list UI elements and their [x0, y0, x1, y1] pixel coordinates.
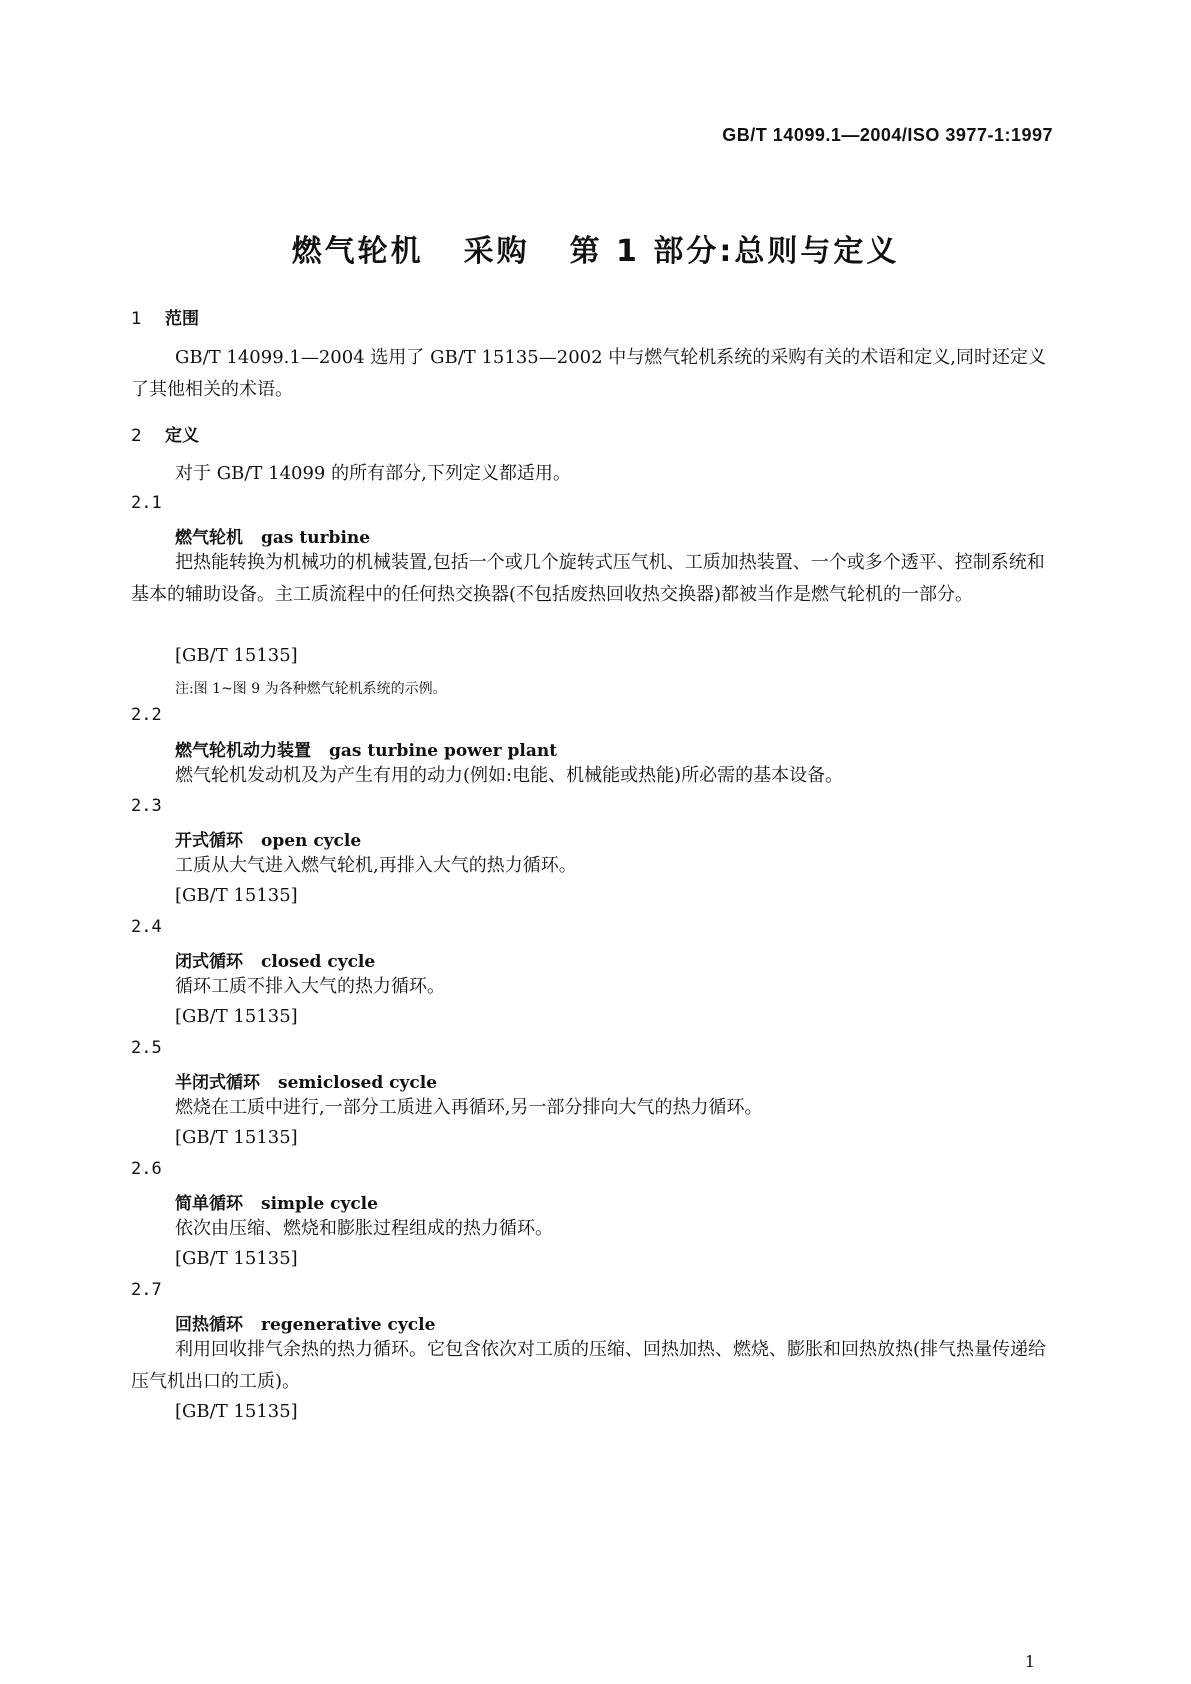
term-english: regenerative cycle — [261, 1315, 436, 1335]
term-english: gas turbine — [261, 528, 371, 548]
reference: [GB/T 15135] — [175, 1401, 298, 1422]
reference: [GB/T 15135] — [175, 1248, 298, 1269]
title-part-2: 采购 — [463, 234, 530, 269]
reference: [GB/T 15135] — [175, 645, 298, 666]
page-number: 1 — [1024, 1652, 1035, 1671]
reference: [GB/T 15135] — [175, 1006, 298, 1027]
page-title — [0, 226, 1191, 270]
definition-text: 依次由压缩、燃烧和膨胀过程组成的热力循环。 — [175, 1218, 553, 1239]
term-heading — [175, 826, 361, 851]
section-title: 范围 — [165, 309, 199, 329]
term-english: closed cycle — [261, 952, 376, 972]
term-heading — [175, 523, 370, 548]
definition-text: 工质从大气进入燃气轮机,再排入大气的热力循环。 — [175, 855, 577, 876]
note: 注:图 1~图 9 为各种燃气轮机系统的示例。 — [175, 681, 447, 697]
section-number: 1 — [131, 309, 142, 329]
section-title: 定义 — [165, 426, 199, 446]
section-heading-scope — [131, 304, 199, 329]
term-heading — [175, 947, 375, 972]
term-heading — [175, 736, 557, 761]
reference: [GB/T 15135] — [175, 885, 298, 906]
section-number: 2 — [131, 426, 142, 446]
definition-text: 循环工质不排入大气的热力循环。 — [175, 976, 445, 997]
section-heading-definitions — [131, 421, 199, 446]
title-part-3: 第 1 部分:总则与定义 — [569, 234, 900, 269]
definition-text: 燃烧在工质中进行,一部分工质进入再循环,另一部分排向大气的热力循环。 — [175, 1097, 763, 1118]
term-english: gas turbine power plant — [329, 741, 558, 761]
term-chinese: 闭式循环 — [175, 952, 243, 972]
standard-code-header: GB/T 14099.1—2004/ISO 3977-1:1997 — [722, 125, 1053, 145]
term-chinese: 开式循环 — [175, 831, 243, 851]
title-part-1: 燃气轮机 — [291, 234, 424, 269]
term-english: open cycle — [261, 831, 362, 851]
clause-number: 2.4 — [131, 917, 162, 937]
term-heading — [175, 1068, 437, 1093]
clause-number: 2.1 — [131, 493, 162, 513]
clause-number: 2.3 — [131, 796, 162, 816]
definition-text: 把热能转换为机械功的机械装置,包括一个或几个旋转式压气机、工质加热装置、一个或多个透平、控制系统和基本的辅助设备。主工质流程中的任何热交换器(不包括废热回收热交换器)都被当作是燃气轮机的一部分。 — [131, 552, 1045, 605]
clause-number: 2.7 — [131, 1280, 162, 1300]
clause-number: 2.6 — [131, 1159, 162, 1179]
term-chinese: 燃气轮机 — [175, 528, 243, 548]
term-chinese: 燃气轮机动力装置 — [175, 741, 311, 761]
term-english: simple cycle — [261, 1194, 378, 1214]
reference: [GB/T 15135] — [175, 1127, 298, 1148]
clause-number: 2.5 — [131, 1038, 162, 1058]
definition-text: 利用回收排气余热的热力循环。它包含依次对工质的压缩、回热加热、燃烧、膨胀和回热放热(排气热量传递给压气机出口的工质)。 — [131, 1339, 1047, 1392]
term-english: semiclosed cycle — [278, 1073, 438, 1093]
scope-paragraph: GB/T 14099.1—2004 选用了 GB/T 15135—2002 中与燃气轮机系统的采购有关的术语和定义,同时还定义了其他相关的术语。 — [131, 347, 1046, 400]
term-chinese: 回热循环 — [175, 1315, 243, 1335]
term-chinese: 半闭式循环 — [175, 1073, 260, 1093]
definitions-intro: 对于 GB/T 14099 的所有部分,下列定义都适用。 — [175, 463, 571, 484]
term-chinese: 简单循环 — [175, 1194, 243, 1214]
clause-number: 2.2 — [131, 705, 162, 725]
definition-text: 燃气轮机发动机及为产生有用的动力(例如:电能、机械能或热能)所必需的基本设备。 — [175, 765, 844, 786]
term-heading — [175, 1310, 435, 1335]
term-heading — [175, 1189, 378, 1214]
